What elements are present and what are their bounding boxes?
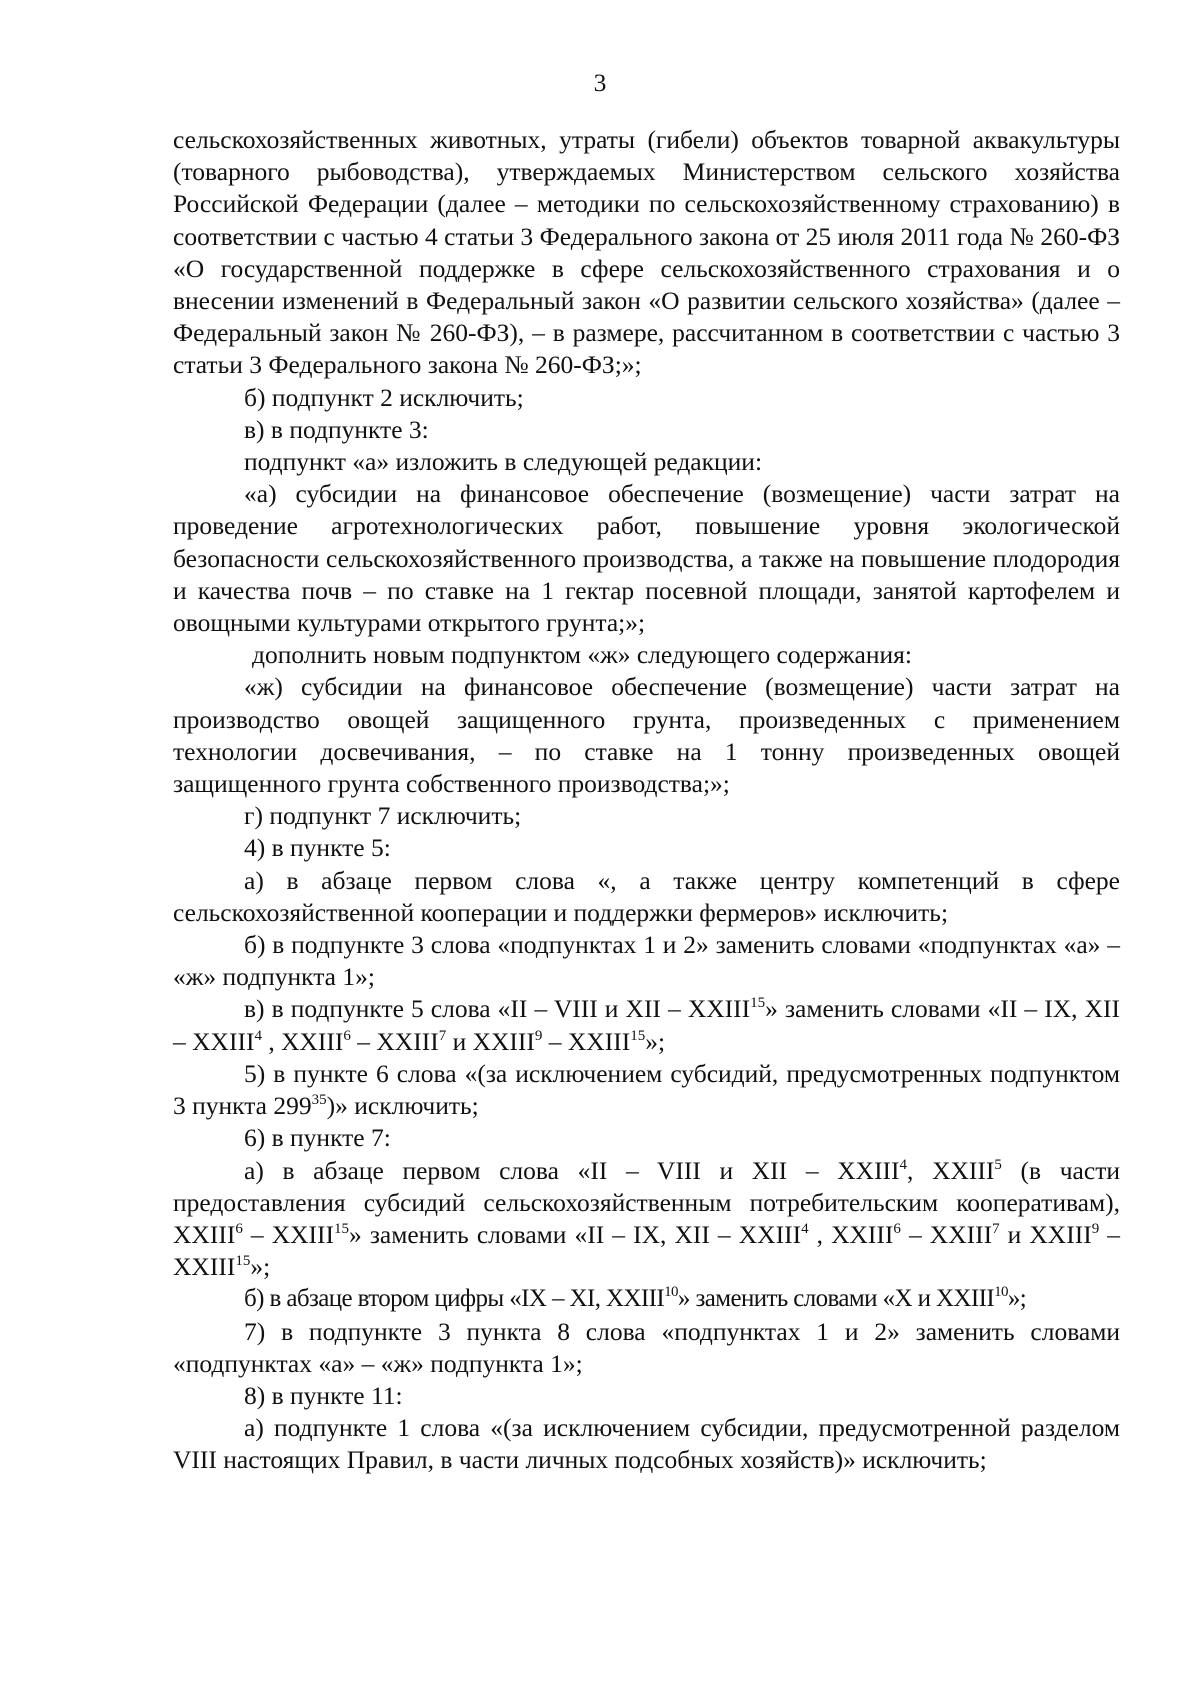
superscript: 35 xyxy=(311,1092,327,1109)
paragraph-item-8: 8) в пункте 11: xyxy=(244,1380,403,1410)
superscript: 4 xyxy=(801,1220,809,1237)
superscript: 5 xyxy=(994,1156,1002,1173)
document-body xyxy=(173,124,1120,1477)
text-run: – XXIII xyxy=(242,1219,335,1249)
superscript: 15 xyxy=(235,1253,251,1270)
text-run: , XXIII xyxy=(907,1155,995,1185)
superscript: 6 xyxy=(235,1220,243,1237)
text-run: , XXIII xyxy=(261,1026,344,1056)
paragraph-quote-zh: «ж) субсидии на финансовое обеспечение (возмещение) части затрат на производство овощей защищенного грунта, произведенных с применением технологии досвечивания, – по ставке на 1 тонну произведенных овощей защищенного грунта собственного производства;»; xyxy=(173,672,1120,799)
superscript: 15 xyxy=(630,1027,646,1044)
text-run: (в части предоставления субсидий сельскохозяйственным потребительским кооперативам), XXIII xyxy=(173,1155,1120,1249)
superscript: 15 xyxy=(750,995,766,1012)
superscript: 4 xyxy=(254,1027,262,1044)
superscript: 9 xyxy=(534,1027,543,1044)
paragraph-subitem-b: б) подпункт 2 исключить; xyxy=(244,382,524,412)
text-run: »; xyxy=(645,1026,666,1056)
paragraph-subitem-a-edit: подпункт «а» изложить в следующей редакции: xyxy=(244,447,763,477)
page-number: 3 xyxy=(593,68,607,97)
paragraph-item-4a: а) в абзаце первом слова «, а также центру компетенций в сфере сельскохозяйственной кооперации и поддержки фермеров» исключить; xyxy=(173,865,1120,927)
paragraph-item-4b: б) в подпункте 3 слова «подпунктах 1 и 2» заменить словами «подпунктах «а» – «ж» подпункта 1»; xyxy=(173,930,1120,992)
text-run: – XXIII xyxy=(173,1219,1121,1282)
paragraph-continuation: сельскохозяйственных животных, утраты (гибели) объектов товарной аквакультуры (товарного рыбоводства), утверждаемых Министерством сельского хозяйства Российской Федерации (далее – методики по сельскохозяйственному страхованию) в соответствии с частью 4 статьи 3 Федерального закона от 25 июля 2011 года № 260-ФЗ «О государственной поддержке в сфере сельскохозяйственного страхования и о внесении изменений в Федеральный закон «О развитии сельского хозяйства» (далее – Федеральный закон № 260-ФЗ), – в размере, рассчитанном в соответствии с частью 3 статьи 3 Федерального закона № 260-ФЗ;»; xyxy=(173,125,1120,380)
text-run: , XXIII xyxy=(808,1219,894,1249)
superscript: 9 xyxy=(1091,1220,1100,1237)
text-run: »; xyxy=(250,1252,271,1282)
superscript: 6 xyxy=(343,1027,351,1044)
text-run: »; xyxy=(1007,1285,1027,1313)
paragraph-item-6a xyxy=(173,1155,1120,1284)
text-run: и XXIII xyxy=(999,1219,1092,1249)
superscript: 7 xyxy=(438,1027,447,1044)
text-run: в) в подпункте 5 слова «II – VIII и XII – XXIII xyxy=(244,994,751,1024)
text-run: – XXIII xyxy=(542,1026,631,1056)
paragraph-item-4: 4) в пункте 5: xyxy=(244,833,391,863)
superscript: 6 xyxy=(893,1220,901,1237)
paragraph-item-8a: а) подпункте 1 слова «(за исключением субсидии, предусмотренной разделом VIII настоящих Правил, в части личных подсобных хозяйств)» исключить; xyxy=(173,1413,1120,1475)
paragraph-item-4v xyxy=(173,993,1120,1057)
superscript: 15 xyxy=(334,1220,350,1237)
superscript: 10 xyxy=(994,1284,1008,1301)
text-run: )» исключить; xyxy=(326,1091,479,1121)
paragraph-item-7: 7) в подпункте 3 пункта 8 слова «подпунктах 1 и 2» заменить словами «подпунктах «а» – «ж» подпункта 1»; xyxy=(173,1316,1120,1378)
text-run: – XXIII xyxy=(350,1026,439,1056)
paragraph-subitem-v: в) в подпункте 3: xyxy=(244,414,429,444)
superscript: 7 xyxy=(992,1220,1000,1237)
text-run: 5) в пункте 6 слова «(за исключением субсидий, предусмотренных подпунктом 3 пункта 299 xyxy=(173,1058,1120,1121)
text-run: – XXIII xyxy=(900,1219,993,1249)
text-run: » заменить словами «II – IX, XII – XXIII xyxy=(173,994,1120,1056)
superscript: 4 xyxy=(899,1156,908,1173)
paragraph-item-6b xyxy=(173,1283,1120,1315)
text-run: и XXIII xyxy=(446,1026,535,1056)
paragraph-item-6: 6) в пункте 7: xyxy=(244,1123,391,1153)
paragraph-subitem-g: г) подпункт 7 исключить; xyxy=(244,801,522,831)
text-run: » заменить словами «X и XXIII xyxy=(677,1285,995,1313)
text-run: б) в абзаце втором цифры «IX – XI, XXIII xyxy=(244,1285,665,1313)
paragraph-item-5 xyxy=(173,1058,1120,1122)
paragraph-add-zh: дополнить новым подпунктом «ж» следующего содержания: xyxy=(252,640,912,670)
paragraph-quote-a: «а) субсидии на финансовое обеспечение (возмещение) части затрат на проведение агротехнологических работ, повышение уровня экологической безопасности сельскохозяйственного производства, а также на повышение плодородия и качества почв – по ставке на 1 гектар посевной площади, занятой картофелем и овощными культурами открытого грунта;»; xyxy=(173,479,1120,638)
text-run: » заменить словами «II – IX, XII – XXIII xyxy=(349,1219,802,1249)
text-run: а) в абзаце первом слова «II – VIII и XII – XXIII xyxy=(244,1155,900,1185)
superscript: 10 xyxy=(664,1284,678,1301)
